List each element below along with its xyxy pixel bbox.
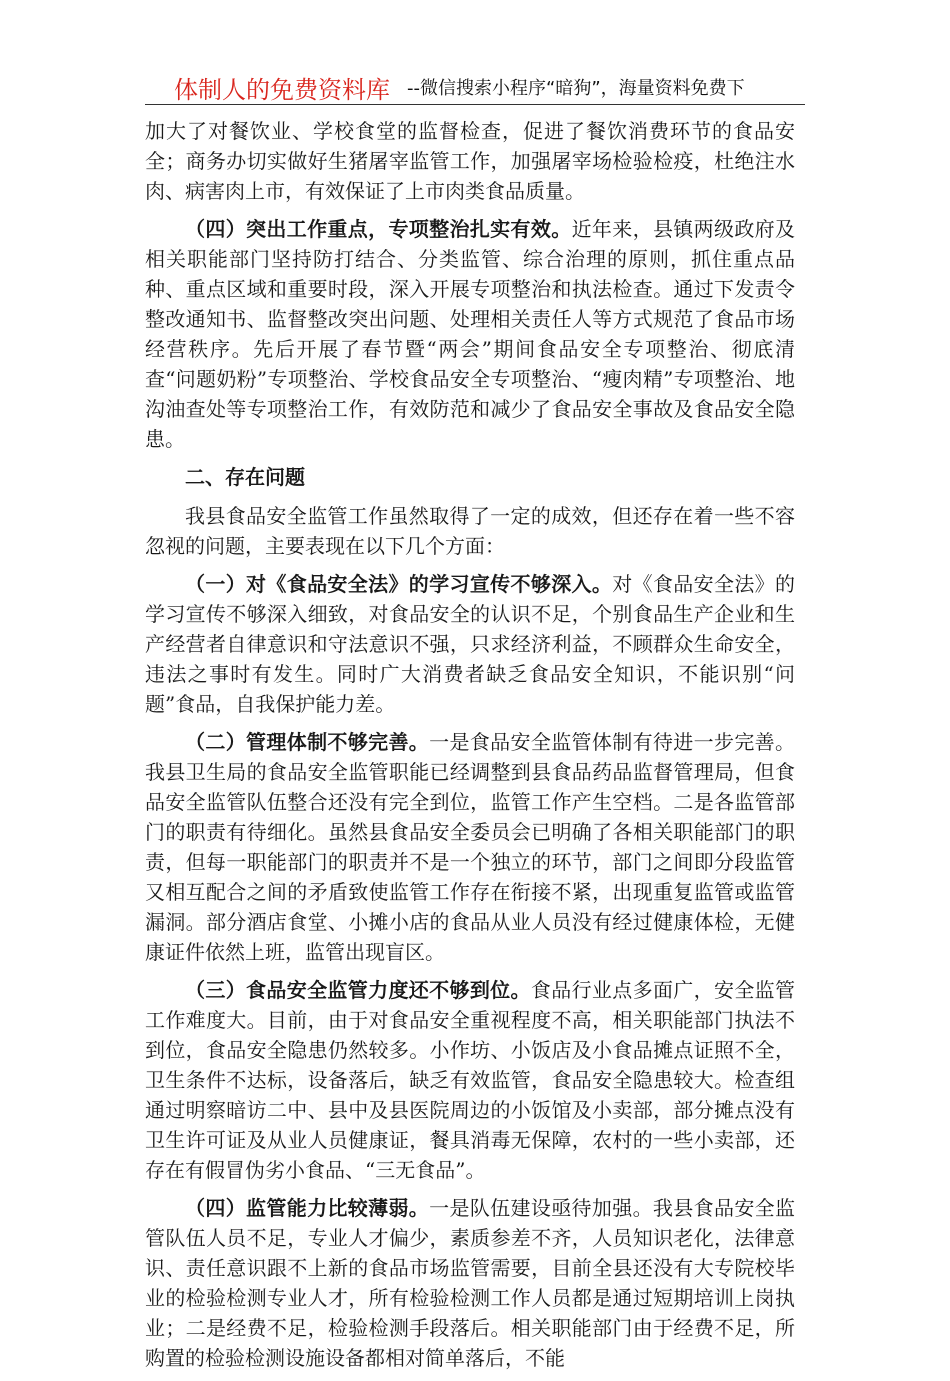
paragraph-text: 加大了对餐饮业、学校食堂的监督检查，促进了餐饮消费环节的食品安全；商务办切实做好生猪屠宰监管工作，加强屠宰场检验检疫，杜绝注水肉、病害肉上市，有效保证了上市肉类食品质量。 — [145, 119, 795, 203]
paragraph — [145, 116, 795, 206]
paragraph-lead: （三）食品安全监管力度还不够到位。 — [185, 978, 531, 1002]
paragraph — [145, 975, 795, 1185]
paragraph-lead: （四）突出工作重点，专项整治扎实有效。 — [185, 217, 572, 241]
paragraph-text: 近年来，县镇两级政府及相关职能部门坚持防打结合、分类监管、综合治理的原则，抓住重点品种、重点区域和重要时段，深入开展专项整治和执法检查。通过下发责令整改通知书、监督整改突出问题、处理相关责任人等方式规范了食品市场经营秩序。先后开展了春节暨“两会”期间食品安全专项整治、彻底清查“问题奶粉”专项整治、学校食品安全专项整治、“瘦肉精”专项整治、地沟油查处等专项整治工作，有效防范和减少了食品安全事故及食品安全隐患。 — [145, 217, 796, 451]
paragraph-text: 对《食品安全法》的学习宣传不够深入细致，对食品安全的认识不足，个别食品生产企业和生产经营者自律意识和守法意识不强，只求经济利益，不顾群众生命安全，违法之事时有发生。同时广大消费者缺乏食品安全知识，不能识别“问题”食品，自我保护能力差。 — [145, 572, 796, 716]
document-body — [145, 116, 795, 1381]
paragraph-text: 食品行业点多面广，安全监管工作难度大。目前，由于对食品安全重视程度不高，相关职能部门执法不到位，食品安全隐患仍然较多。小作坊、小饭店及小食品摊点证照不全，卫生条件不达标，设备落后，缺乏有效监管，食品安全隐患较大。检查组通过明察暗访二中、县中及县医院周边的小饭馆及小卖部，部分摊点没有卫生许可证及从业人员健康证，餐具消毒无保障，农村的一些小卖部，还存在有假冒伪劣小食品、“三无食品”。 — [145, 978, 796, 1182]
header-brand: 体制人的免费资料库 — [174, 76, 390, 104]
header-slogan: --微信搜索小程序“暗狗”，海量资料免费下 — [407, 78, 745, 99]
page-header — [145, 70, 805, 105]
paragraph-lead: （一）对《食品安全法》的学习宣传不够深入。 — [185, 572, 613, 596]
paragraph — [145, 1193, 795, 1373]
paragraph — [145, 214, 795, 454]
paragraph — [145, 569, 795, 719]
paragraph — [145, 727, 795, 967]
paragraph-text: 我县食品安全监管工作虽然取得了一定的成效，但还存在着一些不容忽视的问题，主要表现在以下几个方面： — [145, 504, 795, 558]
paragraph-lead: （二）管理体制不够完善。 — [185, 730, 430, 754]
paragraph-text: 一是队伍建设亟待加强。我县食品安全监管队伍人员不足，专业人才偏少，素质参差不齐，人员知识老化，法律意识、责任意识跟不上新的食品市场监管需要，目前全县还没有大专院校毕业的检验检测专业人才，所有检验检测工作人员都是通过短期培训上岗执业；二是经费不足，检验检测手段落后。相关职能部门由于经费不足，所购置的检验检测设施设备都相对简单落后，不能 — [145, 1196, 796, 1370]
paragraph-lead: （四）监管能力比较薄弱。 — [185, 1196, 430, 1220]
paragraph — [145, 501, 795, 561]
section-heading: 二、存在问题 — [185, 465, 305, 489]
paragraph-text: 一是食品安全监管体制有待进一步完善。我县卫生局的食品安全监管职能已经调整到县食品药品监督管理局，但食品安全监管队伍整合还没有完全到位，监管工作产生空档。二是各监管部门的职责有待细化。虽然县食品安全委员会已明确了各相关职能部门的职责，但每一职能部门的职责并不是一个独立的环节，部门之间即分段监管又相互配合之间的矛盾致使监管工作存在衔接不紧，出现重复监管或监管漏洞。部分酒店食堂、小摊小店的食品从业人员没有经过健康体检，无健康证件依然上班，监管出现盲区。 — [145, 730, 796, 964]
